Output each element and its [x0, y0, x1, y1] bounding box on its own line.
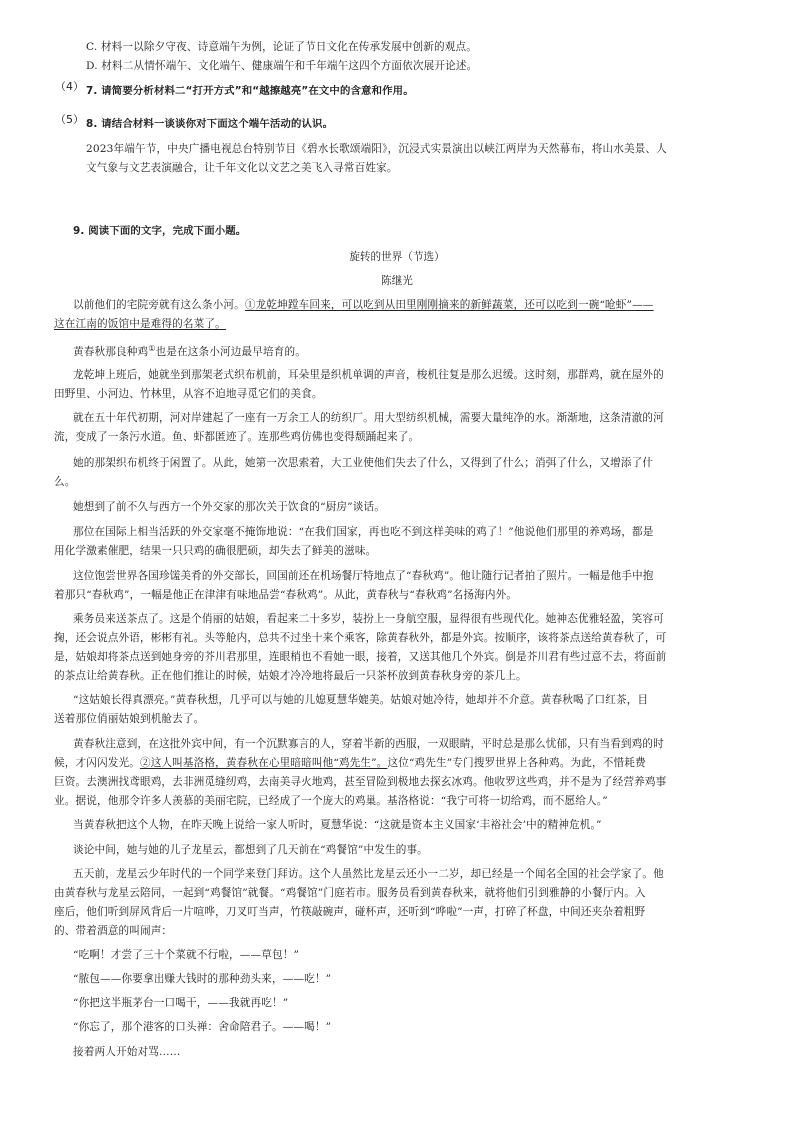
footnote-marker: ① — [148, 344, 156, 353]
paragraph-line: 是，姑娘却将茶点送到她身旁的芥川君那里，连眼梢也不看她一眼，接着，又送其他几个外宾。倒是芥川君有些过意不去，将面前 — [54, 651, 667, 663]
option-d: D. 材料二从情怀端午、文化端午、健康端午和千年端午这四个方面依次展开论述。 — [86, 60, 478, 72]
paragraph-line: 她的那架织布机终于闲置了。从此，她第一次思索着，大工业使他们失去了什么，又得到了什么；消弭了什么，又增添了什 — [73, 457, 654, 469]
paragraph-line: 流，变成了一条污水道。鱼、虾都匿迹了。连那些鸡仿佛也变得颓踊起来了。 — [54, 431, 420, 443]
q7-number: （4） — [55, 80, 84, 93]
paragraph-line: 黄春秋那良种鸡①也是在这条小河边最早培育的。 — [73, 344, 306, 358]
paragraph-line: 乘务员来送茶点了。这是个俏丽的姑娘，看起来二十多岁，装扮上一身航空服，显得很有些现代化。她神态优雅轻盈，笑容可 — [73, 613, 664, 625]
paragraph-line: 接着两人开始对骂…… — [73, 1046, 181, 1058]
paragraph-line: 这位饱尝世界各国珍馐美肴的外交部长，回国前还在机场餐厅特地点了“春秋鸡”。他让随行记者拍了照片。一幅是他手中抱 — [73, 570, 654, 582]
paragraph-line: 黄春秋注意到，在这批外宾中间，有一个沉默寡言的人，穿着半新的西服，一双眼睛，平时总是那么忧郁，只有当看到鸡的时 — [73, 738, 664, 750]
paragraph-line: 就在五十年代初期，河对岸建起了一座有一万余工人的纺织厂。用大型纺织机械，需要大量纯净的水。渐渐地，这条清澈的河 — [73, 412, 664, 424]
paragraph-line: 业。据说，他那令许多人羡慕的美丽宅院，已经成了一个庞大的鸡巢。基洛格说：“我宁可将一切给鸡，而不愿给人。” — [54, 795, 608, 807]
q8-material-line: 2023年端午节，中央广播电视总台特别节目《碧水长歌颂端阳》，沉浸式实景演出以峡江两岸为天然幕布，将山水美景、人 — [86, 143, 667, 155]
dialogue-line: “脓包——你要拿出赚大钱时的那种劲头来，——吃！” — [73, 973, 332, 985]
paragraph-line: 由黄春秋与龙星云陪同，一起到“鸡餐馆”就餐。“鸡餐馆”门庭若市。服务员看到黄春秋来，就将他们引到雅静的小餐厅内。入 — [54, 887, 646, 899]
paragraph-line: 送着那位俏丽姑娘到机舱去了。 — [54, 713, 205, 725]
underlined-sentence-1-cont: 这在江南的饭馆中是难得的名菜了。 — [54, 318, 226, 330]
q8-material-line: 文气象与文艺表演融合，让千年文化以文艺之美飞入寻常百姓家。 — [86, 162, 398, 174]
dialogue-line: “你忘了，那个港客的口头禅：舍命陪君子。——喝！” — [73, 1021, 332, 1033]
q7-prompt: 7. 请简要分析材料二“打开方式”和“越擦越亮”在文中的含意和作用。 — [86, 85, 414, 97]
article-author: 陈继光 — [381, 275, 413, 287]
article-title: 旋转的世界（节选） — [349, 251, 445, 263]
paragraph-line: 的茶点让给黄春秋。正在他们推让的时候，姑娘才冷冷地将最后一只茶杯放到黄春秋身旁的茶几上。 — [54, 670, 527, 682]
paragraph-line: 候，才闪闪发光。②这人叫基洛格，黄春秋在心里暗暗叫他“鸡先生”。这位“鸡先生”专门搜罗世界上各种鸡。为此，不惜耗费 — [54, 757, 646, 769]
paragraph-line: 么。 — [54, 476, 76, 488]
paragraph-line: 巨资。去澳洲找鸢眼鸡，去非洲觅缝纫鸡，去南美寻火地鸡，甚至冒险到极地去探玄冰鸡。他收罗这些鸡，并不是为了经营养鸡事 — [54, 776, 667, 788]
paragraph-line: 以前他们的宅院旁就有这么条小河。①龙乾坤蹚车回来，可以吃到从田里刚刚摘来的新鲜蔬菜，还可以吃到一碗“呛虾”—— — [73, 299, 654, 311]
paragraph-line: 那位在国际上相当活跃的外交家毫不掩饰地说：“在我们国家，再也吃不到这样美味的鸡了！”他说他们那里的养鸡场，都是 — [73, 526, 654, 538]
paragraph-line: 田野里、小河边、竹林里，从容不迫地寻觅它们的美食。 — [54, 388, 323, 400]
paragraph-line: 谈论中间，她与她的儿子龙星云，都想到了几天前在“鸡餐馆”中发生的事。 — [73, 844, 428, 856]
paragraph-line: 着那只“春秋鸡”，一幅是他正在津津有味地品尝“春秋鸡”。从此，黄春秋与“春秋鸡”名扬海内外。 — [54, 589, 518, 601]
paragraph-line: 掬，还会说点外语，彬彬有礼。头等舱内，总共不过坐十来个乘客，除黄春秋外，都是外宾。按顺序，该将茶点送给黄春秋了，可 — [54, 632, 667, 644]
q9-prompt: 9. 阅读下面的文字，完成下面小题。 — [73, 225, 247, 237]
paragraph-line: 她想到了前不久与西方一个外交家的那次关于饮食的“厨房”谈话。 — [73, 501, 385, 513]
paragraph-line: 的、带着酒意的叫闹声： — [54, 925, 173, 937]
paragraph-line: “这姑娘长得真漂亮。”黄春秋想，几乎可以与她的儿媳夏慧华媲美。姑娘对她冷待，她却并不介意。黄春秋喝了口红茶，目 — [73, 694, 649, 706]
paragraph-line: 龙乾坤上班后，她就坐到那架老式织布机前，耳朵里是织机单调的声音，梭机往复是那么迟缓。这时刻，那群鸡，就在屋外的 — [73, 369, 664, 381]
option-c: C. 材料一以除夕守夜、诗意端午为例，论证了节日文化在传承发展中创新的观点。 — [86, 41, 477, 53]
dialogue-line: “你把这半瓶茅台一口喝干，——我就再吃！” — [73, 997, 289, 1009]
paragraph-line: 用化学激素催肥，结果一只只鸡的确很肥硕，却失去了鲜美的滋味。 — [54, 545, 377, 557]
dialogue-line: “吃啊！才尝了三十个菜就不行啦，——草包！” — [73, 949, 300, 961]
paragraph-line: 五天前，龙星云少年时代的一个同学来登门拜访。这个人虽然比龙星云还小一二岁，却已经是一个闻名全国的社会学家了。他 — [73, 868, 664, 880]
paragraph-line: 当黄春秋把这个人物，在昨天晚上说给一家人听时，夏慧华说：“这就是资本主义国家‘丰裕社会’中的精神危机。” — [73, 819, 602, 831]
paragraph-line: 座后，他们听到屏风背后一片喧哗，刀叉叮当声，竹筷敲碗声，碰杯声，还听到“哗啦”一声，打碎了杯盘，中间还夹杂着粗野 — [54, 906, 646, 918]
underlined-sentence-2: ②这人叫基洛格，黄春秋在心里暗暗叫他“鸡先生”。 — [139, 757, 388, 769]
underlined-sentence-1: ①龙乾坤蹚车回来，可以吃到从田里刚刚摘来的新鲜蔬菜，还可以吃到一碗“呛虾”—— — [244, 299, 654, 311]
q8-prompt: 8. 请结合材料一谈谈你对下面这个端午活动的认识。 — [86, 118, 334, 130]
q8-number: （5） — [55, 113, 84, 126]
